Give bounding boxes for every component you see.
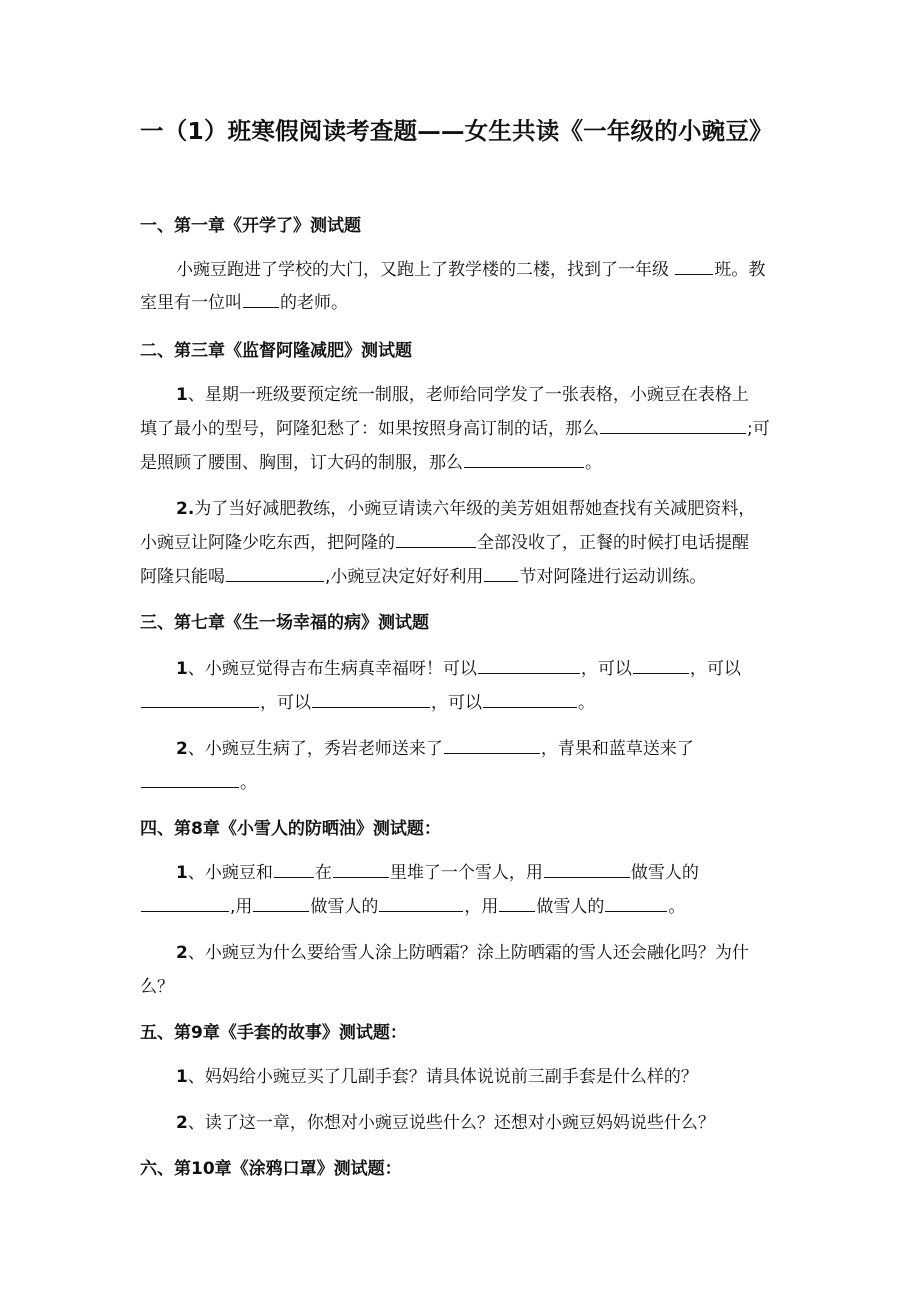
s4-q1-blank-8[interactable]: [605, 894, 667, 912]
s1-blank-teacher[interactable]: [243, 290, 279, 308]
s4-q1-blank-4[interactable]: [141, 894, 229, 912]
s4-q1-blank-6[interactable]: [379, 894, 463, 912]
s4-q1-blank-1[interactable]: [274, 860, 314, 878]
s2-q1-blank-2[interactable]: [464, 450, 584, 468]
section-6-heading: 六、第10章《涂鸦口罩》测试题：: [140, 1159, 402, 1179]
s2-q2-blank-2[interactable]: [226, 564, 324, 582]
s1-blank-class[interactable]: [675, 257, 713, 275]
s3-q1-line-1: 1、小豌豆觉得吉布生病真幸福呀！可以 ，可以 ，可以: [176, 656, 741, 682]
section-4-heading: 四、第8章《小雪人的防晒油》测试题：: [140, 819, 441, 839]
s2-q2-line-1: 2.为了当好减肥教练，小豌豆请读六年级的美芳姐姐帮她查找有关减肥资料，: [176, 499, 756, 519]
s4-q1-line-1: 1、小豌豆和 在 里堆了一个雪人，用 做雪人的: [176, 860, 699, 886]
document-title: 一（1）班寒假阅读考查题——女生共读《一年级的小豌豆》: [140, 117, 773, 145]
s3-q2-line-1: 2、小豌豆生病了，秀岩老师送来了 ，青果和蓝草送来了: [176, 736, 694, 762]
section-1-heading: 一、第一章《开学了》测试题: [140, 216, 361, 236]
s1-paragraph-line-1: 小豌豆跑进了学校的大门，又跑上了教学楼的二楼，找到了一年级 班。教: [176, 257, 765, 283]
s2-q1-line-1: 1、星期一班级要预定统一制服，老师给同学发了一张表格，小豌豆在表格上: [176, 385, 749, 405]
s2-q1-line-3: 是照顾了腰围、胸围，订大码的制服，那么 。: [140, 450, 602, 476]
s2-q1-line-2: 填了最小的型号，阿隆犯愁了：如果按照身高订制的话，那么 ;可: [140, 416, 770, 442]
s3-q1-blank-3[interactable]: [141, 690, 259, 708]
s4-q1-blank-2[interactable]: [333, 860, 389, 878]
s2-q1-blank-1[interactable]: [600, 416, 746, 434]
s2-q2-line-2: 小豌豆让阿隆少吃东西，把阿隆的 全部没收了，正餐的时候打电话提醒: [140, 530, 749, 556]
s2-q2-blank-3[interactable]: [484, 564, 518, 582]
s4-q1-line-2: ,用 做雪人的 ，用 做雪人的 。: [140, 894, 685, 920]
s5-q2: 2、读了这一章，你想对小豌豆说些什么？还想对小豌豆妈妈说些什么？: [176, 1113, 715, 1133]
s4-q1-blank-3[interactable]: [544, 860, 630, 878]
section-2-heading: 二、第三章《监督阿隆减肥》测试题: [140, 341, 412, 361]
s5-q1: 1、妈妈给小豌豆买了几副手套？请具体说说前三副手套是什么样的？: [176, 1067, 698, 1087]
s3-q2-blank-1[interactable]: [444, 736, 540, 754]
s4-q1-blank-5[interactable]: [253, 894, 309, 912]
s3-q2-blank-2[interactable]: [141, 770, 239, 788]
s2-q2-blank-1[interactable]: [396, 530, 476, 548]
s4-q1-blank-7[interactable]: [499, 894, 535, 912]
s3-q1-blank-4[interactable]: [312, 690, 430, 708]
s3-q1-blank-1[interactable]: [478, 656, 580, 674]
s2-q2-line-3: 阿隆只能喝 ,小豌豆决定好好利用 节对阿隆进行运动训练。: [140, 564, 706, 590]
s4-q2-line-2: 么？: [140, 977, 174, 997]
s1-paragraph-line-2: 室里有一位叫 的老师。: [140, 290, 348, 316]
s4-q2-line-1: 2、小豌豆为什么要给雪人涂上防晒霜？涂上防晒霜的雪人还会融化吗？为什: [176, 943, 749, 963]
s3-q1-blank-5[interactable]: [483, 690, 577, 708]
s3-q2-line-2: 。: [140, 770, 257, 796]
section-5-heading: 五、第9章《手套的故事》测试题：: [140, 1023, 407, 1043]
section-3-heading: 三、第七章《生一场幸福的病》测试题: [140, 613, 429, 633]
s3-q1-blank-2[interactable]: [633, 656, 689, 674]
s3-q1-line-2: ，可以 ，可以 。: [140, 690, 595, 716]
